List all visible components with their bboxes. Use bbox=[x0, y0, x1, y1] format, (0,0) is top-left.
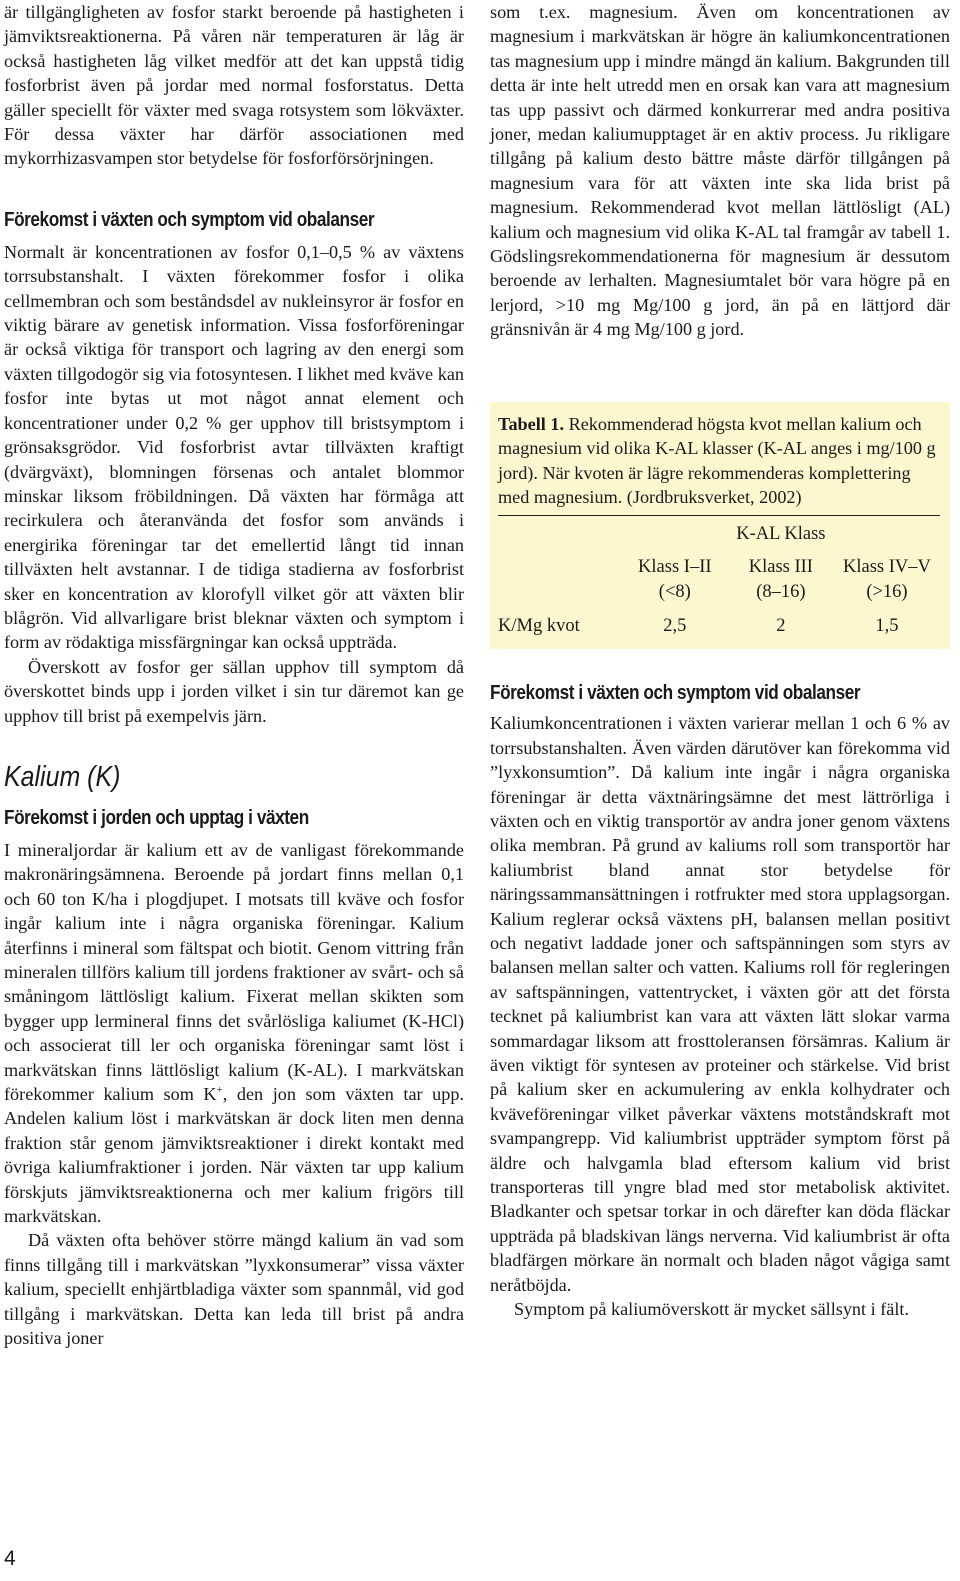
heading-soil-uptake: Förekomst i jorden och upptag i växten bbox=[4, 806, 309, 829]
table-col-name: Klass IV–V bbox=[843, 557, 931, 578]
heading-occurrence-phosphorus: Förekomst i växten och symptom vid obalanser bbox=[4, 208, 375, 231]
table-1-box bbox=[490, 402, 950, 650]
paragraph-phosphorus-occurrence: Normalt är koncentrationen av fosfor 0,1–0,5 % av växtens torrsubstanshalt. I växten förekommer fosfor i olika cellmembran och som beståndsdel av nukleinsyror är fosfor en viktig bärare av genetisk information. Vissa fosforföreningar är också viktiga för transport och lagring av den energi som växten tillgodogör sig via fotosyntesen. I likhet med kväve kan fosfor inte bytas ut mot något annat element och koncentrationer under 0,2 % ger upphov till bristsymptom i grönsaksgrödor. Vid fosforbrist avtar tillväxten kraftigt (dvärgväxt), blomningen försenas och antalet blommor minskar liksom fröbildningen. Då växten har förmåga att recirkulera och återanvända det fosfor som används i energirika föreningar tar det emellertid långt tid innan tillväxten helt avstannar. I de tidiga stadierna av fosforbrist sker en koncentration av klorofyll vilket gör att växten blir blågrön. Vid allvarligare brist bleknar växten och symptom i form av rödaktiga missfärgningar kan också uppträda. bbox=[4, 241, 464, 653]
kal-ratio-table bbox=[498, 516, 940, 639]
table-group-header: K-AL Klass bbox=[736, 524, 826, 545]
paragraph-luxury-consumption: Då växten ofta behöver större mängd kalium än vad som finns tillgång till i markvätskan ”lyxkonsumerar” vissa växter kalium, speciellt enhjärtbladiga växter som spannmål, vid god tillgång i markvätskan. Detta kan leda till brist på andra positiva joner bbox=[4, 1230, 464, 1349]
paragraph-potassium-excess: Symptom på kaliumöverskott är mycket sällsynt i fält. bbox=[514, 1299, 910, 1320]
intro-paragraph: är tillgängligheten av fosfor starkt beroende på hastigheten i jämviktsreaktionerna. På våren när temperaturen är låg är också hastigheten låg vilket medför att det kan uppstå tidig fosforbrist även på jordar med normal fosforstatus. Detta gäller speciellt för växter med svaga rotsystem som lökväxter. För dessa växter har därför associationen med mykorrhizasvampen stor betydelse för fosforförsörjningen. bbox=[4, 2, 464, 169]
table-col-name: Klass III bbox=[748, 557, 813, 578]
paragraph-potassium-occurrence: Kaliumkoncentrationen i växten varierar mellan 1 och 6 % av torrsubstanshalten. Även värden därutöver kan förekomma vid ”lyxkonsumtion”. Då kalium inte ingår i några organiska föreningar är detta växtnäringsämne det mest lättrörliga i växten och en viktig transportör av andra joner genom växtens olika membran. På grund av kaliums roll som transportör har kaliumbrist bland annat stor betydelse för näringssammansättningen i rotfrukter med stora upplagsorgan. Kalium reglerar också växtens pH, balansen mellan positivt och negativt laddade joner och saftspänningen som styrs av balansen mellan salter och vatten. Kaliums roll för regleringen av saftspänningen, vattentrycket, i växten gör att det första tecknet på kaliumbrist kan vara att växten lätt slokar varma sommardagar liksom att frosttoleransen försämras. Kalium är även viktigt för syntesen av proteiner och stärkelse. Vid brist på kalium sker en ackumulering av enkla kolhydrater och kväveföreningar vilket påverkar växtens motståndskraft mot svampangrepp. Vid kaliumbrist uppträder symptom först på äldre och halvgamla blad eftersom kalium vid brist transporteras till yngre blad med stor metabolisk aktivitet. Bladkanter och spetsar torkar in och därefter kan döda fläckar uppträda på bladskivan längs nerverna. Vid kaliumbrist är ofta bladfärgen mörkare än normalt och bladen något vågiga samt neråtböjda. bbox=[490, 713, 950, 1295]
page-number: 4 bbox=[4, 1547, 16, 1570]
table-cell: 2,5 bbox=[663, 616, 687, 637]
table-row bbox=[498, 614, 940, 639]
soil-text-part1: I mineraljordar är kalium ett av de vanligast förekommande makronäringsämnena. Beroende på jordart finns mellan 0,1 och 60 ton K/ha i plogdjupet. I motsats till kväve och fosfor ingår kalium inte i några organiska föreningar. Kalium återfinns i mineral som fältspat och biotit. Genom vittring från mineralen tillförs kalium till jordens fraktioner av svårt- och så småningom lättlösligt kalium. Fixerat mellan skikten som bygger upp lermineral finns det svårlösliga kaliumet (K-HCl) och associerat till ler och organiska föreningar samt löst i markvätskan finns lättlösligt kalium (K-AL). I markvätskan förekommer kalium som K bbox=[4, 839, 464, 1105]
table-row-label: K/Mg kvot bbox=[498, 616, 580, 637]
table-cell: 2 bbox=[776, 616, 786, 637]
table-col-range: (<8) bbox=[658, 582, 691, 603]
heading-occurrence-potassium: Förekomst i växten och symptom vid obalanser bbox=[490, 682, 861, 705]
ion-charge-superscript: + bbox=[216, 1083, 223, 1096]
table-group-header-row bbox=[498, 516, 940, 555]
table-col-range: (>16) bbox=[866, 582, 908, 603]
section-title-potassium: Kalium (K) bbox=[4, 760, 121, 793]
table-col-name: Klass I–II bbox=[638, 557, 712, 578]
table-column-ranges-row bbox=[498, 580, 940, 614]
table-cell: 1,5 bbox=[875, 616, 899, 637]
table-column-names-row bbox=[498, 555, 940, 580]
left-column bbox=[4, 0, 464, 1351]
table-caption-label: Tabell 1. bbox=[498, 413, 565, 434]
soil-text-part2: , den jon som växten tar upp. Andelen kalium löst i markvätskan är dock liten men denna fraktion står genom jämviktsreaktioner i direkt kontakt med övriga kaliumfraktioner i jorden. När växten tar upp kalium förskjuts jämviktsreaktionerna och mer kalium frigörs till markvätskan. bbox=[4, 1084, 464, 1227]
table-col-range: (8–16) bbox=[756, 582, 806, 603]
table-caption bbox=[498, 412, 940, 510]
paragraph-magnesium-continuation: som t.ex. magnesium. Även om koncentrationen av magnesium i markvätskan är högre än kaliumkoncentrationen tas magnesium upp i mindre mängd än kalium. Bakgrunden till detta är inte helt utredd men en orsak kan vara att magnesium tas upp passivt och därmed konkurrerar med andra positiva joner, medan kaliumupptaget är en aktiv process. Ju rikligare tillgång på kalium desto bättre måste därför tillgången på magnesium vara för att växten inte ska lida brist på magnesium. Rekommenderad kvot mellan lättlösligt (AL) kalium och magnesium vid olika K-AL tal framgår av tabell 1. Gödslingsrekommendationerna för magnesium är dessutom beroende av lerhalten. Magnesiumtalet bör vara högre på en lerjord, >10 mg Mg/100 g jord, än på en lättjord där gränsnivån är 4 mg Mg/100 g jord. bbox=[490, 2, 950, 340]
paragraph-phosphorus-excess: Överskott av fosfor ger sällan upphov till symptom då överskottet binds upp i jorden vilket i sin tur däremot kan ge upphov till brist på exempelvis järn. bbox=[4, 656, 464, 726]
right-column bbox=[490, 0, 950, 1321]
table-caption-text: Rekommenderad högsta kvot mellan kalium och magnesium vid olika K-AL klasser (K-AL anges i mg/100 g jord). När kvoten är lägre rekommenderas komplettering med magnesium. (Jordbruksverket, 2002) bbox=[498, 413, 936, 507]
paragraph-potassium-soil bbox=[4, 838, 464, 1229]
